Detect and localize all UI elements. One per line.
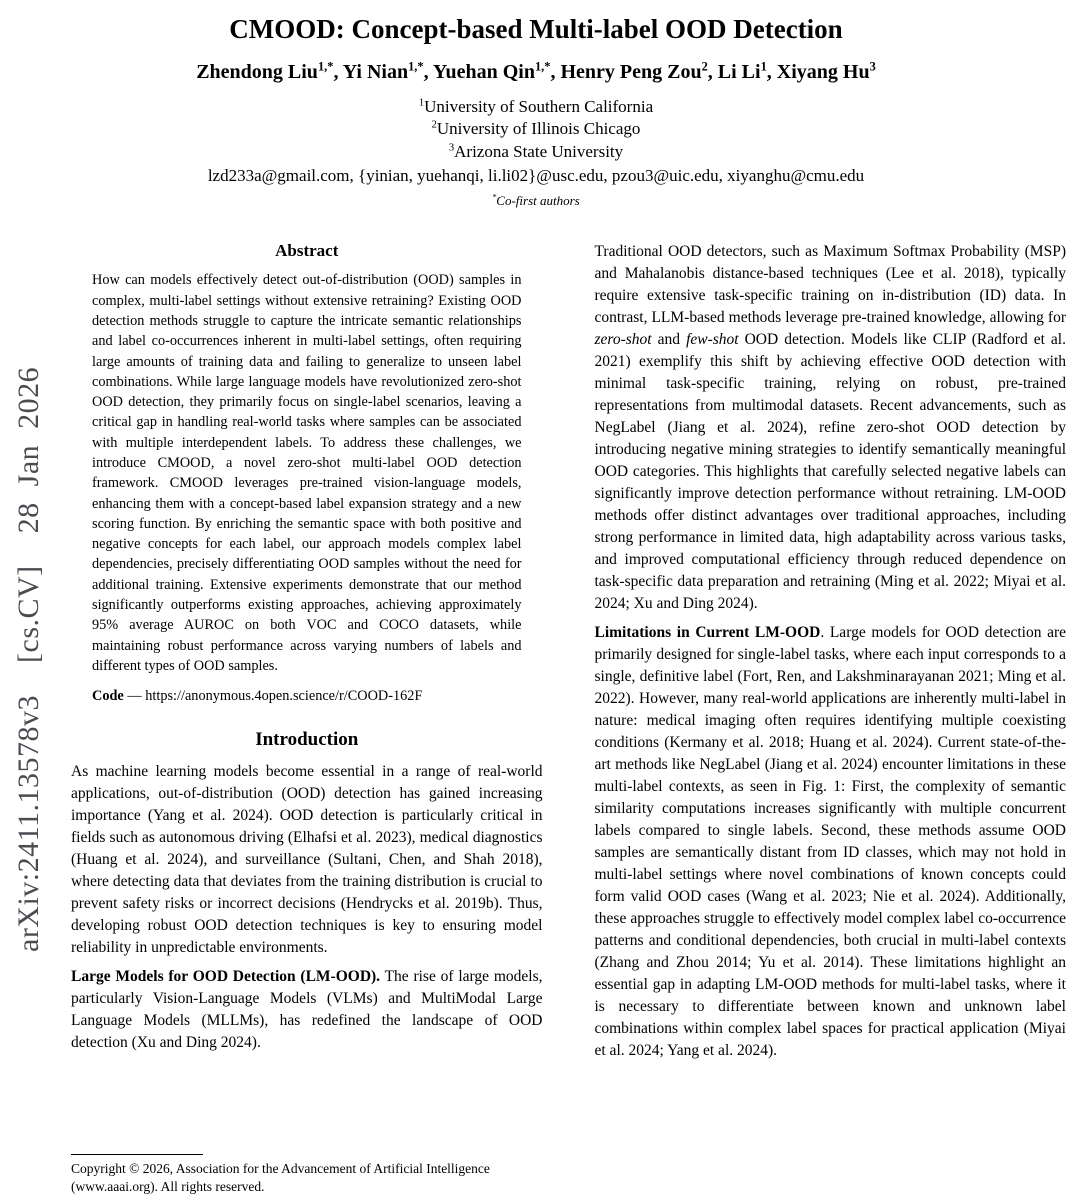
- footnote-rule: [71, 1154, 203, 1155]
- code-label: Code: [92, 688, 124, 705]
- paper-header: [0, 0, 1072, 209]
- author-line: Zhendong Liu$^{1,*}$, Yi Nian$^{1,*}$, Yuehan Qin$^{1,*}$, Henry Peng Zou$^2$, Li Li$^1$, Xiyang Hu$^3$: [196, 59, 876, 83]
- right-column: [595, 241, 1067, 1200]
- paper-title: CMOOD: Concept-based Multi-label OOD Detection: [229, 14, 843, 44]
- affiliation-line-2: $^2$University of Illinois Chicago: [431, 119, 641, 139]
- affiliations: [0, 96, 1072, 163]
- traditional-ood-paragraph: Traditional OOD detectors, such as Maximum Softmax Probability (MSP) and Mahalanobis distance-based techniques (Lee et al. 2018), typically require extensive task-specific training on in-distribution (ID) data. In contrast, LLM-based methods leverage pre-trained knowledge, allowing for zero-shot and few-shot OOD detection. Models like CLIP (Radford et al. 2021) exemplify this shift by achieving effective OOD detection with minimal task-specific training, relying on robust, pre-trained representations from multimodal datasets. Recent advancements, such as NegLabel (Jiang et al. 2024), refine zero-shot OOD detection by introducing negative mining strategies to identify semantically meaningful OOD categories. This highlights that carefully selected negative labels can significantly improve detection performance without retraining. LM-OOD methods offer distinct advantages over traditional approaches, including strong performance in limited data, high adaptability across various tasks, and improved computational efficiency through reduced dependence on task-specific data preparation and retraining (Ming et al. 2022; Miyai et al. 2024; Xu and Ding 2024).: [594, 243, 1066, 613]
- code-line: [92, 688, 522, 705]
- lm-ood-paragraph: Large Models for OOD Detection (LM-OOD). The rise of large models, particularly Vision-Language Models (VLMs) and MultiModal Large Language Models (MLLMs), has redefined the landscape of OOD detection (Xu and Ding 2024).: [71, 968, 543, 1052]
- abstract-text: How can models effectively detect out-of-distribution (OOD) samples in complex, multi-label settings without extensive retraining? Existing OOD detection methods struggle to capture the intricate semantic relationships and label co-occurrences inherent in multi-label settings, often requiring large amounts of training data and failing to generalize to unseen label combinations. While large language models have revolutionized zero-shot OOD detection, they primarily focus on single-label scenarios, leaving a critical gap in handling real-world tasks where samples can be associated with multiple interdependent labels. To address these challenges, we introduce CMOOD, a novel zero-shot multi-label OOD detection framework. CMOOD leverages pre-trained vision-language models, enhancing them with a concept-based label expansion strategy and a new scoring function. By enriching the semantic space with both positive and negative concepts for each label, our approach models complex label dependencies, precisely differentiating OOD samples without the need for additional training. Extensive experiments demonstrate that our method significantly outperforms existing approaches, achieving approximately 95% average AUROC on both VOC and COCO datasets, while maintaining robust performance across varying numbers of labels and different types of OOD samples.: [92, 272, 522, 674]
- limitations-paragraph: Limitations in Current LM-OOD. Large models for OOD detection are primarily designed for single-label tasks, where each input corresponds to a single, definitive label (Fort, Ren, and Lakshminarayanan 2021; Ming et al. 2022). However, many real-world applications are inherently multi-label in nature: medical imaging often requires identifying multiple coexisting conditions (Kermany et al. 2018; Huang et al. 2024). Current state-of-the-art methods like NegLabel (Jiang et al. 2024) encounter limitations in these multi-label contexts, as seen in Fig. 1: First, the complexity of semantic similarity computations increases significantly with multiple concurrent labels compared to single labels. Second, these methods assume OOD samples are semantically distant from ID classes, which may not hold in multi-label settings where novel combinations of known concepts could form valid OOD cases (Wang et al. 2023; Nie et al. 2024). Additionally, these approaches struggle to effectively model complex label co-occurrence patterns and conditional dependencies, both crucial in multi-label contexts (Zhang and Zhou 2014; Yu et al. 2014). These limitations highlight an essential gap in adapting LM-OOD methods for multi-label tasks, where it is necessary to differentiate between known and unknown label combinations within complex label spaces for practical application (Miyai et al. 2024; Yang et al. 2024).: [594, 624, 1066, 1060]
- code-link[interactable]: https://anonymous.4open.science/r/COOD-162F: [145, 688, 423, 705]
- left-column: [71, 241, 543, 1200]
- introduction-heading: Introduction: [255, 729, 359, 751]
- intro-paragraph: As machine learning models become essential in a range of real-world applications, out-of-distribution (OOD) detection has gained increasing importance (Yang et al. 2024). OOD detection is particularly critical in fields such as autonomous driving (Elhafsi et al. 2023), medical diagnostics (Huang et al. 2024), and surveillance (Sultani, Chen, and Shah 2018), where detecting data that deviates from the training distribution is crucial to prevent safety risks or incorrect decisions (Hendrycks et al. 2019b). Thus, developing robust OOD detection techniques is key to ensuring model reliability in unpredictable environments.: [71, 763, 543, 957]
- copyright-text: Copyright © 2026, Association for the Advancement of Artificial Intelligence (www.aaai.org). All rights reserved.: [71, 1160, 490, 1194]
- affiliation-line-3: $^3$Arizona State University: [448, 141, 624, 161]
- affiliation-line-1: $^1$University of Southern California: [418, 97, 654, 116]
- two-column-body: [0, 241, 1072, 1200]
- emails-line: lzd233a@gmail.com, {yinian, yuehanqi, li.li02}@usc.edu, pzou3@uic.edu, xiyanghu@cmu.edu: [207, 166, 865, 186]
- footnote: [71, 1154, 543, 1200]
- co-first-note: *Co-first authors: [492, 192, 580, 209]
- abstract-heading: Abstract: [275, 241, 339, 261]
- abstract-section: [71, 241, 543, 705]
- code-separator: —: [123, 688, 146, 705]
- arxiv-watermark: arXiv:2411.13578v3 [cs.CV] 28 Jan 2026: [12, 366, 45, 952]
